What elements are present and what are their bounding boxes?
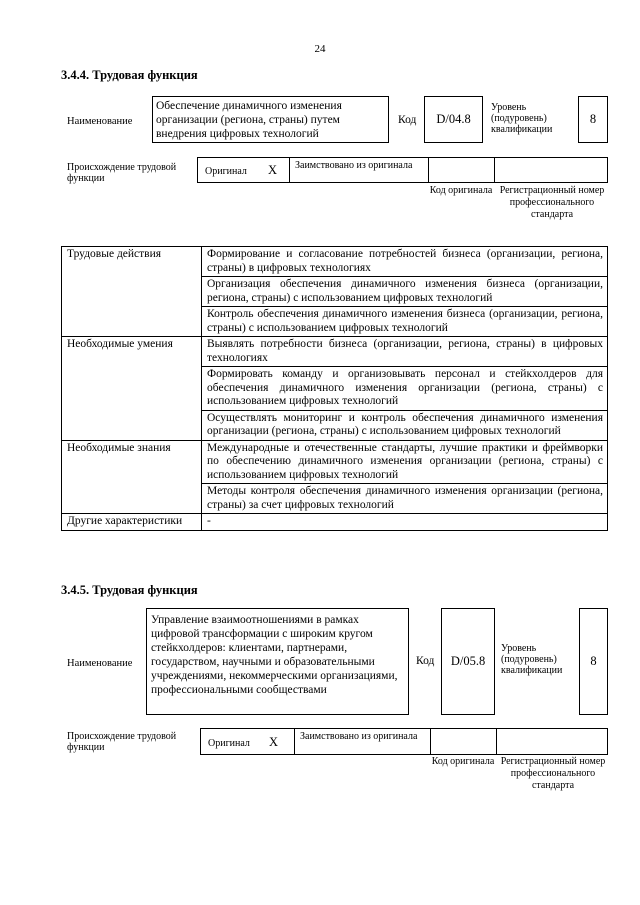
name-label: Наименование [67, 658, 133, 669]
name-label: Наименование [67, 116, 133, 127]
required-skills-label: Необходимые умения [62, 337, 202, 441]
required-knowledge: Методы контроля обеспечения динамичного изменения организации (региона, страны) за счет цифровых технологий [202, 484, 608, 514]
original-cell [198, 158, 290, 182]
caption-code: Код оригинала [431, 756, 495, 767]
labor-action: Контроль обеспечения динамичного изменения бизнеса (организации, региона, страны) с использованием цифровых технологий [202, 307, 608, 337]
borrowed-cell [295, 729, 431, 754]
level-value: 8 [589, 112, 597, 126]
table-row [62, 247, 608, 277]
function-table [61, 246, 608, 531]
code-value: D/04.8 [436, 112, 471, 126]
required-knowledge-label: Необходимые знания [62, 440, 202, 514]
required-skill: Формировать команду и организовывать персонал и стейкхолдеров для обеспечения динамичного изменения организации (региона, страны) с использованием цифровых технологий [202, 367, 608, 411]
labor-action: Организация обеспечения динамичного изменения бизнеса (организации, региона, страны) с использованием цифровых технологий [202, 277, 608, 307]
borrowed-cell [290, 158, 429, 182]
function-name-box [146, 608, 409, 715]
required-skill: Осуществлять мониторинг и контроль обеспечения динамичного изменения организации (региона, страны) с использованием цифровых технологий [202, 410, 608, 440]
code-label: Код [398, 114, 417, 126]
code-label: Код [416, 655, 435, 667]
required-skill: Выявлять потребности бизнеса (организации, региона, страны) в цифровых технологиях [202, 337, 608, 367]
section-heading: 3.4.5. Трудовая функция [61, 583, 198, 597]
level-label: Уровень (подуровень) квалификации [491, 102, 553, 135]
borrowed-label: Заимствовано из оригинала [300, 731, 418, 742]
original-mark: X [269, 735, 279, 749]
labor-action: Формирование и согласование потребностей бизнеса (организации, региона, страны) в цифровых технологиях [202, 247, 608, 277]
required-knowledge: Международные и отечественные стандарты, лучшие практики и фреймворки по обеспечению динамичного изменения организации (региона, страны) с использованием цифровых технологий [202, 440, 608, 484]
original-mark: X [268, 163, 278, 177]
labor-actions-label: Трудовые действия [62, 247, 202, 337]
origin-row [197, 157, 608, 183]
borrowed-label: Заимствовано из оригинала [295, 160, 413, 171]
code-value-box [424, 96, 483, 143]
caption-code: Код оригинала [429, 185, 493, 196]
caption-reg: Регистрационный номер профессионального стандарта [499, 185, 605, 220]
section-heading: 3.4.4. Трудовая функция [61, 68, 198, 82]
function-name: Управление взаимоотношениями в рамках цифровой трансформации с широким кругом стейкхолдеров: клиентами, партнерами, государством, научными и образовательными учреждениями, некоммерческими организациями, профессиональными сообществами [151, 614, 398, 696]
original-label: Оригинал [205, 166, 247, 177]
other-characteristics: - [202, 514, 608, 531]
origin-row [200, 728, 608, 755]
function-name-box [152, 96, 389, 143]
origin-label: Происхождение трудовой функции [67, 162, 177, 184]
level-value: 8 [590, 654, 597, 668]
origin-label: Происхождение трудовой функции [67, 731, 177, 753]
original-cell [201, 729, 295, 754]
origin-code-cell [429, 158, 495, 182]
table-row [62, 337, 608, 367]
origin-code-cell [431, 729, 497, 754]
code-value-box [441, 608, 495, 715]
page-number: 24 [314, 43, 326, 55]
level-label: Уровень (подуровень) квалификации [501, 643, 563, 676]
level-value-box [579, 608, 608, 715]
level-value-box [578, 96, 608, 143]
original-label: Оригинал [208, 738, 250, 749]
table-row [62, 514, 608, 531]
caption-reg: Регистрационный номер профессионального стандарта [500, 756, 606, 791]
table-row [62, 440, 608, 484]
function-name: Обеспечение динамичного изменения организации (региона, страны) путем внедрения цифровых технологий [156, 100, 342, 140]
code-value: D/05.8 [450, 654, 486, 668]
other-characteristics-label: Другие характеристики [62, 514, 202, 531]
